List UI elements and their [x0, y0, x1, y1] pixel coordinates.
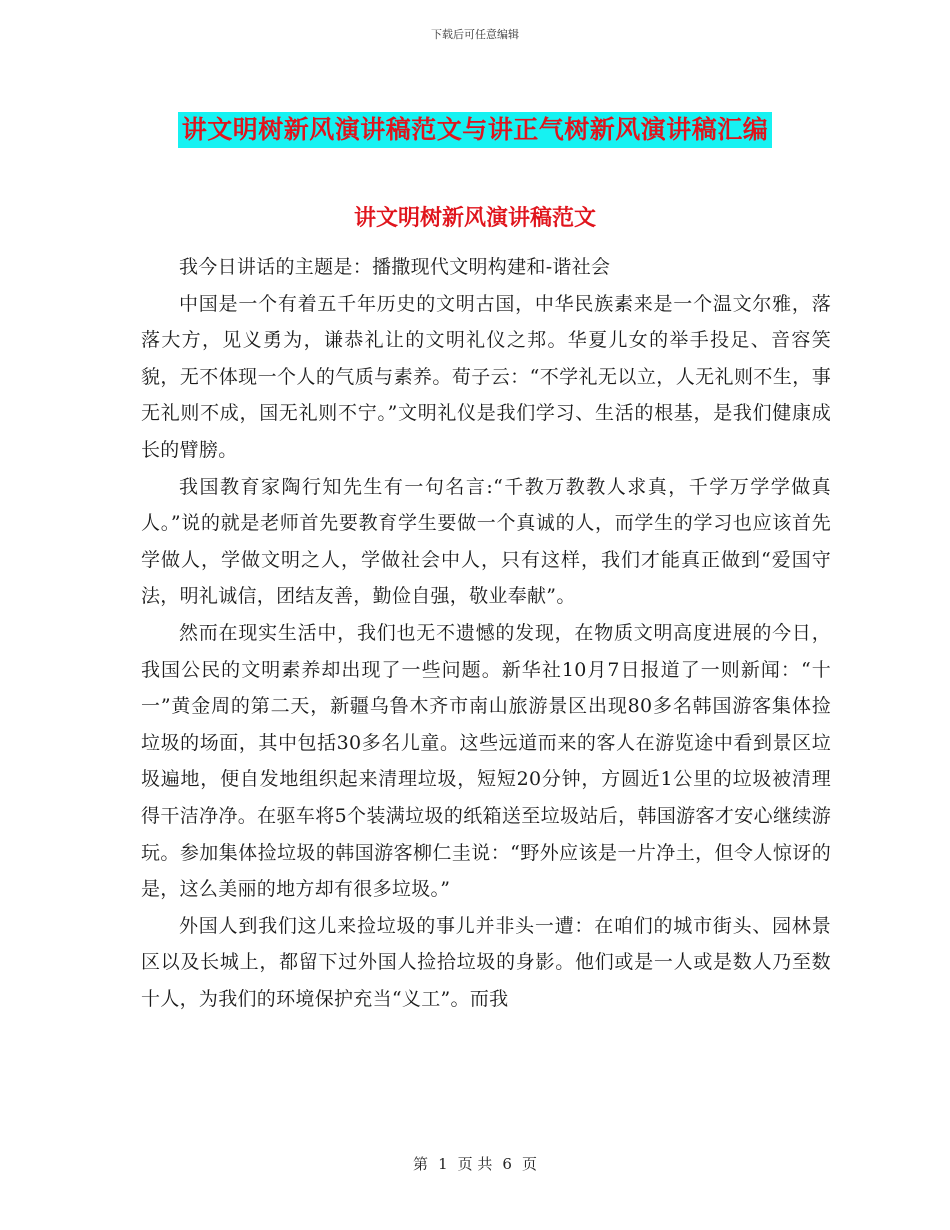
page-footer [0, 1153, 950, 1174]
paragraph: 外国人到我们这儿来捡垃圾的事儿并非头一遭：在咱们的城市街头、园林景区以及长城上，都留下过外国人捡拾垃圾的身影。他们或是一人或是数人乃至数十人，为我们的环境保护充当“义工”。而我 [141, 914, 831, 1010]
footer-suffix: 页 [521, 1155, 537, 1173]
footer-prefix: 第 [413, 1155, 429, 1173]
footer-total-pages: 6 [502, 1155, 512, 1173]
header-note: 下载后可任意编辑 [431, 28, 519, 41]
paragraph: 然而在现实生活中，我们也无不遗憾的发现，在物质文明高度进展的今日，我国公民的文明素养却出现了一些问题。新华社10月7日报道了一则新闻：“十一”黄金周的第二天，新疆乌鲁木齐市南山旅游景区出现80多名韩国游客集体捡垃圾的场面，其中包括30多名儿童。这些远道而来的客人在游览途中看到景区垃圾遍地，便自发地组织起来清理垃圾，短短20分钟，方圆近1公里的垃圾被清理得干洁净净。在驱车将5个装满垃圾的纸箱送至垃圾站后，韩国游客才安心继续游玩。参加集体捡垃圾的韩国游客柳仁圭说：“野外应该是一片净土，但令人惊讶的是，这么美丽的地方却有很多垃圾。” [141, 621, 831, 901]
paragraph: 我国教育家陶行知先生有一句名言:“千教万教教人求真，千学万学学做真人。”说的就是老师首先要教育学生要做一个真诚的人，而学生的学习也应该首先学做人，学做文明之人，学做社会中人，只有这样，我们才能真正做到“爱国守法，明礼诚信，团结友善，勤俭自强，敬业奉献”。 [141, 475, 831, 608]
paragraph: 中国是一个有着五千年历史的文明古国，中华民族素来是一个温文尔雅，落落大方，见义勇为，谦恭礼让的文明礼仪之邦。华夏儿女的举手投足、音容笑貌，无不体现一个人的气质与素养。荀子云：“不学礼无以立，人无礼则不生，事无礼则不成，国无礼则不宁。”文明礼仪是我们学习、生活的根基，是我们健康成长的臂膀。 [141, 292, 831, 461]
footer-middle: 页 共 [457, 1155, 493, 1173]
main-title-wrap [0, 112, 950, 148]
sub-title: 讲文明树新风演讲稿范文 [353, 205, 596, 231]
footer-page-number: 1 [438, 1155, 448, 1173]
body-text [141, 249, 831, 1017]
paragraph: 我今日讲话的主题是：播撒现代文明构建和-谐社会 [179, 256, 611, 278]
main-title: 讲文明树新风演讲稿范文与讲正气树新风演讲稿汇编 [178, 112, 773, 148]
